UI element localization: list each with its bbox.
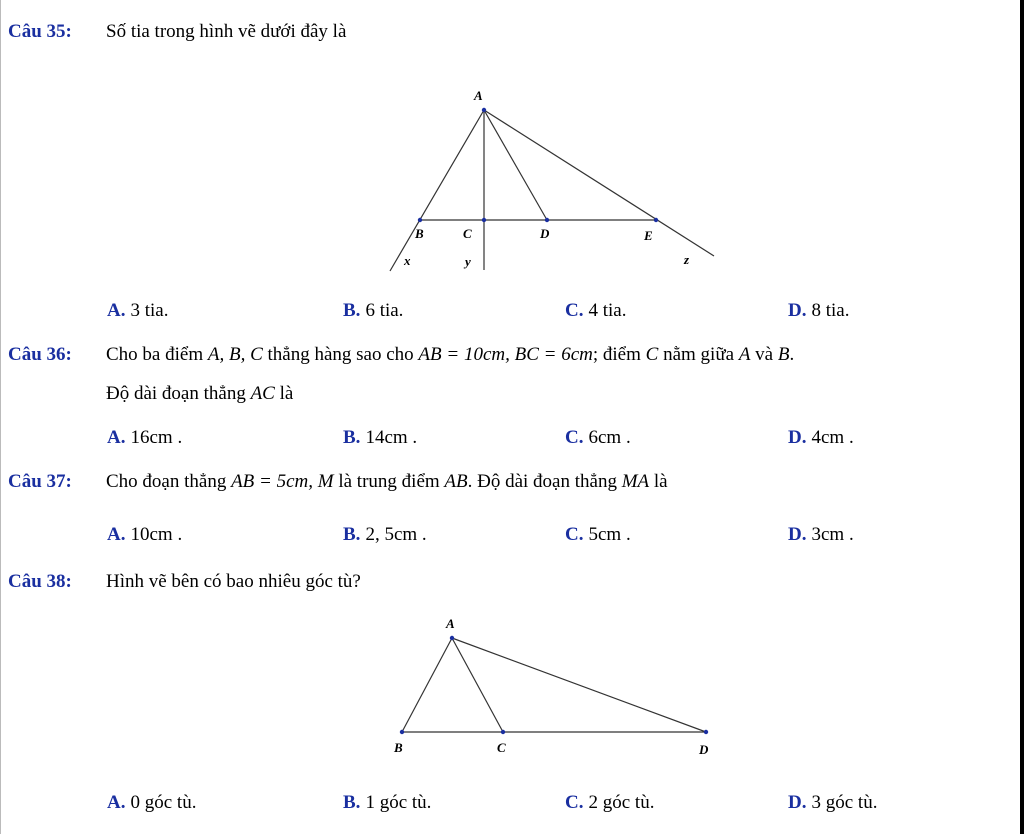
q36-option-d[interactable]: D. 4cm . — [788, 427, 854, 448]
question-number: Câu 37: — [8, 471, 72, 492]
ray-Ax — [390, 110, 484, 271]
label-C: C — [497, 740, 506, 755]
question-text: Số tia trong hình vẽ dưới đây là — [106, 21, 347, 42]
label-z: z — [684, 252, 690, 267]
label-C: C — [463, 226, 472, 241]
label-D: D — [699, 742, 709, 757]
ray-Az — [484, 110, 714, 256]
q35-option-a[interactable]: A. 3 tia. — [107, 300, 169, 321]
q36-option-b[interactable]: B. 14cm . — [343, 427, 418, 448]
q37-option-b[interactable]: B. 2, 5cm . — [343, 524, 427, 545]
question-36-line2: Độ dài đoạn thẳng AC là — [106, 383, 294, 404]
point-C — [501, 730, 505, 734]
label-B: B — [415, 226, 424, 241]
point-C — [482, 218, 486, 222]
q35-option-d[interactable]: D. 8 tia. — [788, 300, 850, 321]
label-A: A — [446, 616, 455, 631]
q37-option-a[interactable]: A. 10cm . — [107, 524, 183, 545]
segment-AC — [452, 638, 503, 732]
q36-option-c[interactable]: C. 6cm . — [565, 427, 631, 448]
point-A — [450, 636, 454, 640]
question-37: Câu 37: Cho đoạn thẳng AB = 5cm, M là trung điểm AB. Độ dài đoạn thẳng MA là — [8, 471, 668, 492]
label-y: y — [465, 254, 471, 269]
q35-option-c[interactable]: C. 4 tia. — [565, 300, 627, 321]
figure-rays — [0, 80, 1024, 380]
q38-option-c[interactable]: C. 2 góc tù. — [565, 792, 655, 813]
q37-option-c[interactable]: C. 5cm . — [565, 524, 631, 545]
point-D — [545, 218, 549, 222]
point-E — [654, 218, 658, 222]
segment-AD — [452, 638, 706, 732]
segment-AB — [402, 638, 452, 732]
question-38 — [8, 571, 361, 593]
label-E: E — [644, 228, 653, 243]
q38-option-d[interactable]: D. 3 góc tù. — [788, 792, 878, 813]
q38-option-b[interactable]: B. 1 góc tù. — [343, 792, 432, 813]
q37-option-d[interactable]: D. 3cm . — [788, 524, 854, 545]
question-number: Câu 35: — [8, 21, 72, 42]
point-B — [400, 730, 404, 734]
question-text: Hình vẽ bên có bao nhiêu góc tù? — [106, 571, 361, 592]
q35-option-b[interactable]: B. 6 tia. — [343, 300, 404, 321]
label-A: A — [474, 88, 483, 103]
question-number: Câu 36: — [8, 344, 72, 365]
segment-AD — [484, 110, 547, 220]
question-35 — [8, 21, 346, 43]
question-number: Câu 38: — [8, 571, 72, 592]
label-B: B — [394, 740, 403, 755]
label-D: D — [540, 226, 550, 241]
point-B — [418, 218, 422, 222]
q38-option-a[interactable]: A. 0 góc tù. — [107, 792, 197, 813]
label-x: x — [404, 253, 411, 268]
point-A — [482, 108, 486, 112]
question-36: Câu 36: Cho ba điểm A, B, C thẳng hàng sao cho AB = 10cm, BC = 6cm; điểm C nằm giữa A và B. — [8, 344, 795, 365]
point-D — [704, 730, 708, 734]
figure-triangles — [0, 600, 1024, 800]
q36-option-a[interactable]: A. 16cm . — [107, 427, 183, 448]
